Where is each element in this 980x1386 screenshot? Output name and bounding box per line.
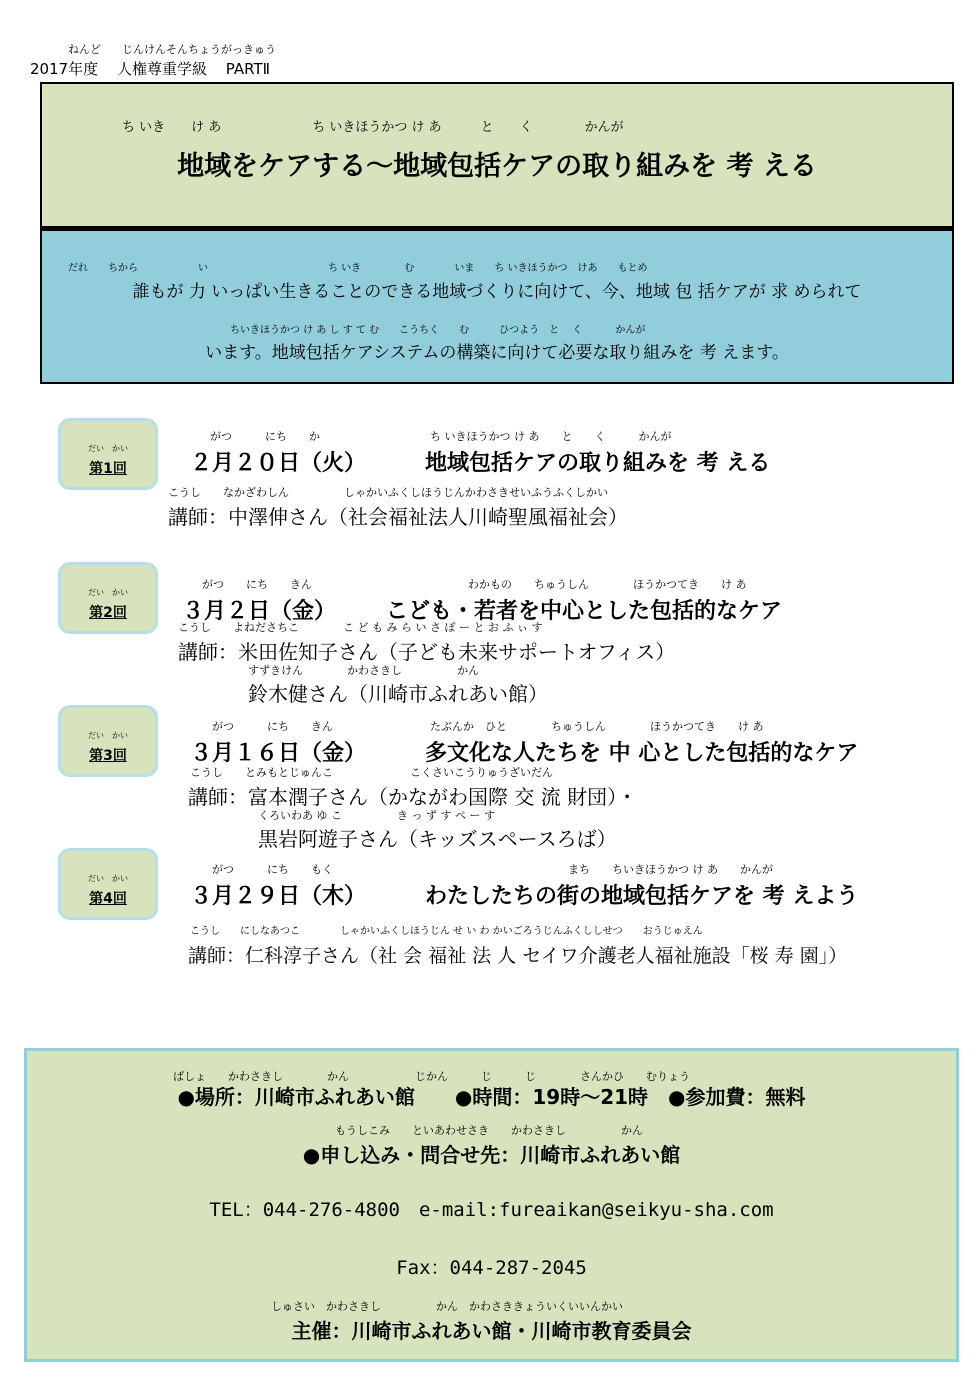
session-1-badge-ruby: だい かい — [88, 444, 128, 453]
session-4-lecturer: 仁科淳子さん（社 会 福祉 法 人 セイワ介護老人福祉施設「桜 寿 園」） — [245, 945, 848, 967]
session-2-date-ruby: がつ にち きん — [202, 578, 312, 591]
intro-ruby-1: だれ ちから い ち いき む いま ち いきほうかつ けあ もとめ — [68, 263, 648, 274]
session-2-lecturer2: 鈴木健さん（川崎市ふれあい館） — [248, 682, 548, 706]
session-2-lecturer-label: 講師： — [178, 640, 238, 664]
session-1-topic-ruby: ち いきほうかつ け あ と く かんが — [430, 430, 672, 443]
session-3-badge — [58, 705, 158, 777]
session-3-lecturer-label: 講師： — [188, 785, 248, 809]
intro-line-1: 誰もが 力 いっぱい生きることのできる地域づくりに向けて、今、地域 包 括ケアが 求 められて — [132, 282, 862, 302]
session-2-lecturer-ruby: こうし よねださちこ こ ど も み ら い さ ぽ ー と お ふ ぃ す — [178, 621, 543, 634]
header-year-ruby: ねんど — [68, 43, 101, 56]
header-year: 2017年度 — [30, 60, 99, 78]
session-1-lecturer-ruby: こうし なかざわしん しゃかいふくしほうじんかわさきせいふうふくしかい — [168, 486, 608, 499]
session-3-lecturer: 富本潤子さん（かながわ国際 交 流 財団）・ — [248, 785, 638, 809]
footer-box — [24, 1048, 959, 1362]
session-1-date: ２月２０日（火） — [190, 451, 367, 476]
session-3-lecturer-ruby: こうし とみもとじゅんこ こくさいこうりゅうざいだん — [190, 766, 553, 779]
session-1-lecturer-row — [168, 501, 628, 530]
session-1-lecturer-label: 講師： — [168, 505, 228, 529]
session-2-badge-label: 第2回 — [89, 605, 127, 621]
footer-line-1: ●場所：川崎市ふれあい館 ●時間：19時～21時 ●参加費：無料 — [177, 1085, 806, 1109]
session-1-badge — [58, 418, 158, 490]
session-2-lecturer: 米田佐知子さん（子ども未来サポートオフィス） — [238, 640, 676, 664]
session-3-lecturer-row — [188, 781, 637, 810]
session-3-date: ３月１６日（金） — [190, 741, 367, 766]
footer-ruby-org: しゅさい かわさきし かん かわさききょういくいいんかい — [271, 1300, 623, 1313]
session-4-date: ３月２９日（木） — [190, 884, 367, 909]
footer-line-2: ●申し込み・問合せ先：川崎市ふれあい館 — [302, 1143, 681, 1167]
title-box — [40, 82, 954, 228]
session-1-lecturer: 中澤伸さん（社会福祉法人川崎聖風福祉会） — [228, 505, 628, 529]
session-4-topic: わたしたちの街の地域包括ケアを 考 えよう — [425, 884, 859, 909]
footer-ruby-2: もうしこみ といあわせさき かわさきし かん — [335, 1124, 643, 1137]
header-class-ruby: じんけんそんちょうがっきゅう — [122, 43, 276, 56]
intro-line-2: います。地域包括ケアシステムの構築に向けて必要な取り組みを 考 えます。 — [205, 343, 789, 363]
session-4-badge — [58, 848, 158, 920]
session-4-badge-label: 第4回 — [89, 891, 127, 907]
session-3-topic: 多文化な人たちを 中 心とした包括的なケア — [425, 741, 859, 766]
session-2-badge — [58, 562, 158, 634]
session-2-date: ３月２日（金） — [182, 599, 337, 624]
session-3-badge-ruby: だい かい — [88, 731, 128, 740]
session-2-badge-ruby: だい かい — [88, 588, 128, 597]
session-4-lecturer-label: 講師： — [188, 945, 246, 967]
session-3-topic-ruby: たぶんか ひと ちゅうしん ほうかつてき け あ — [430, 720, 764, 733]
session-3-badge-label: 第3回 — [89, 748, 127, 764]
footer-tel: TEL：044-276-4800 e-mail:fureaikan@seikyu-sha.com — [209, 1199, 774, 1221]
page-title: 地域をケアする～地域包括ケアの取り組みを 考 える — [177, 151, 817, 182]
session-4-lecturer-ruby: こうし にしなあつこ しゃかいふくしほうじん せ い わ かいごろうじんふくししせつ おうじゅえん — [190, 926, 703, 937]
session-3-date-ruby: がつ にち きん — [212, 720, 333, 733]
header-line — [30, 58, 284, 79]
footer-ruby-1: ばしょ かわさきし かん じかん じ じ さんかひ むりょう — [173, 1070, 690, 1083]
intro-ruby-2: ちいきほうかつ け あ し す て む こうちく む ひつよう と く かんが — [230, 325, 646, 336]
session-4-lecturer-row — [188, 941, 847, 968]
title-ruby: ち いき け あ ち いきほうかつ け あ と く かんが — [122, 120, 624, 135]
header-part: PARTⅡ — [225, 60, 270, 78]
session-1-topic: 地域包括ケアの取り組みを 考 える — [425, 451, 771, 476]
session-4-date-ruby: がつ にち もく — [212, 863, 333, 876]
intro-box — [40, 228, 954, 384]
session-4-badge-ruby: だい かい — [88, 874, 128, 883]
session-1-date-ruby: がつ にち か — [210, 430, 320, 443]
footer-organizer: 主催：川崎市ふれあい館・川崎市教育委員会 — [291, 1319, 692, 1343]
session-3-lecturer2-ruby: くろいわあ ゆ こ き っ ず す ペ ー す — [258, 809, 495, 822]
session-1-badge-label: 第1回 — [89, 461, 127, 477]
session-2-topic: こども・若者を中心とした包括的なケア — [386, 599, 783, 624]
session-4-topic-ruby: まち ちいきほうかつ け あ かんが — [568, 863, 773, 876]
session-3-lecturer2: 黒岩阿遊子さん（キッズスペースろば） — [258, 827, 617, 851]
session-2-lecturer-row — [178, 636, 675, 665]
footer-fax: Fax：044-287-2045 — [396, 1257, 587, 1279]
header-class: 人権尊重学級 — [116, 60, 207, 78]
session-2-topic-ruby: わかもの ちゅうしん ほうかつてき け あ — [468, 578, 747, 591]
session-2-lecturer2-ruby: すずきけん かわさきし かん — [248, 664, 480, 677]
